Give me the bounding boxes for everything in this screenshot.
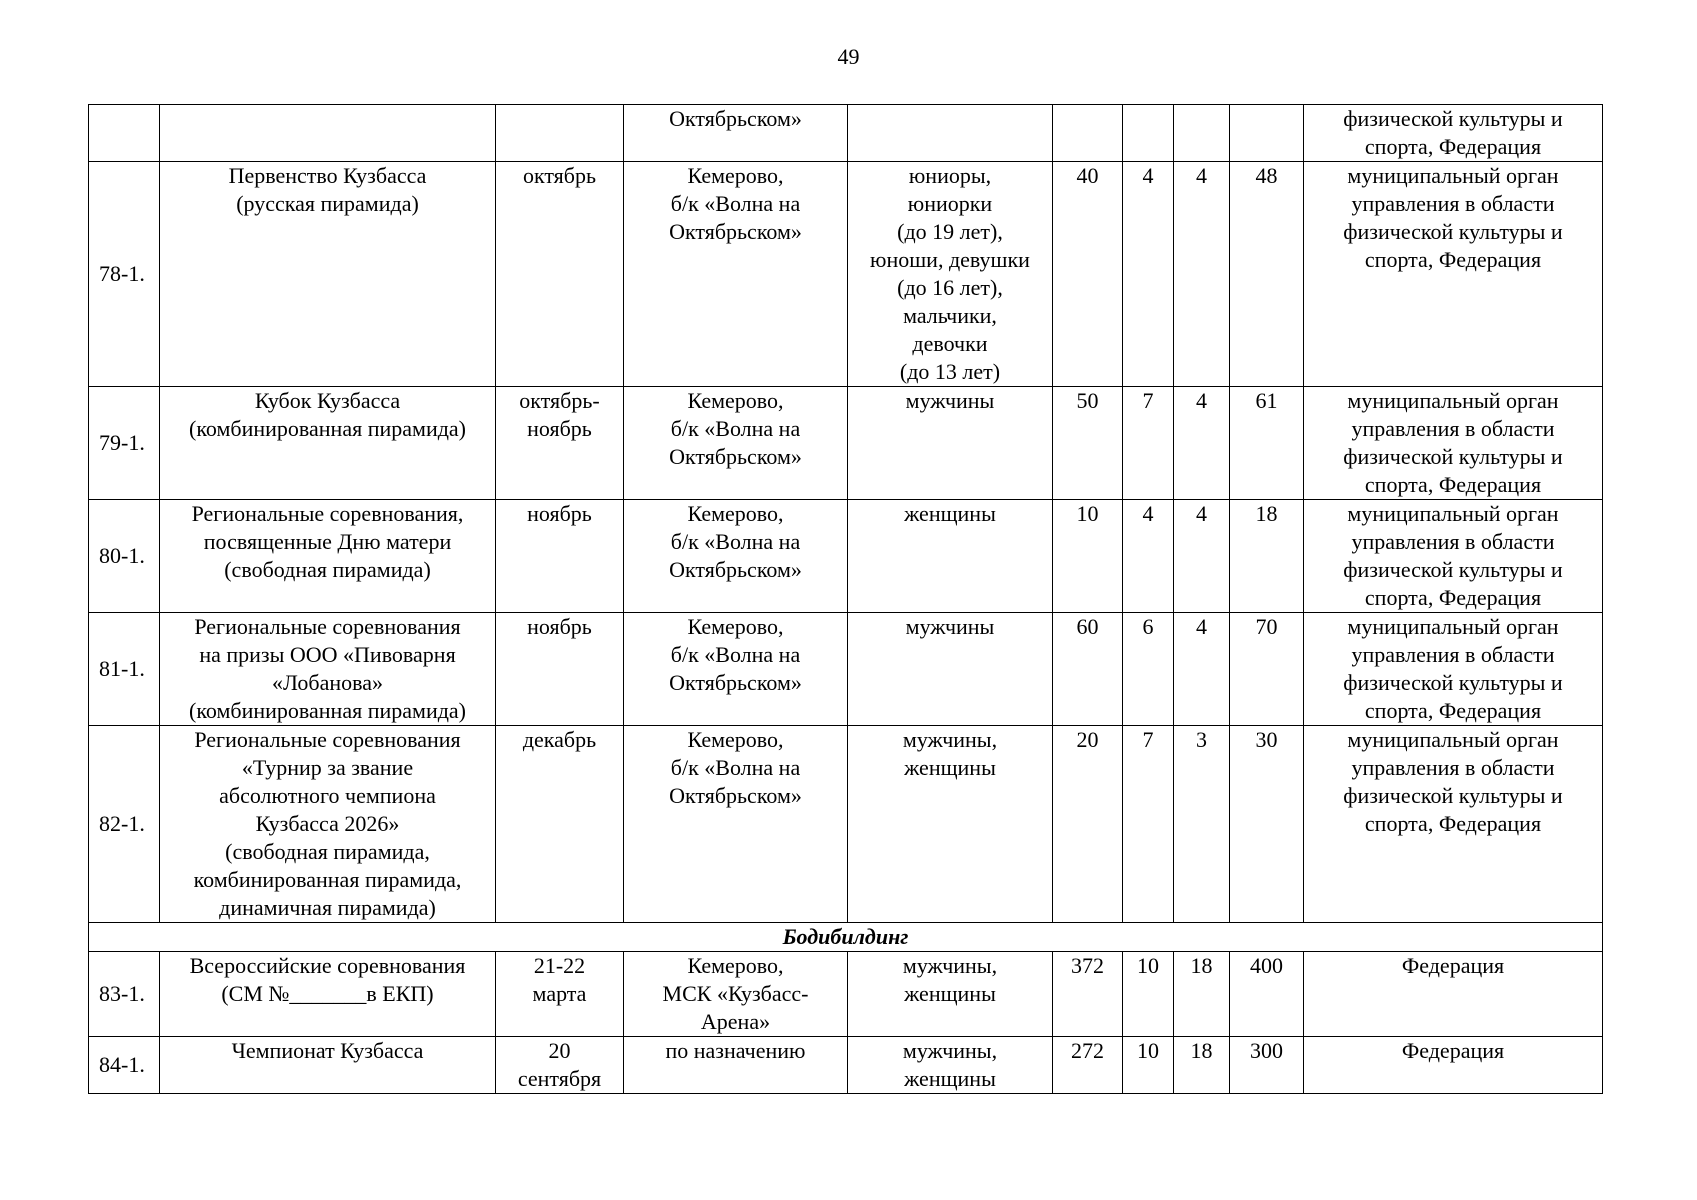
count-coaches-cell	[1123, 387, 1174, 500]
event-name-cell	[160, 105, 496, 162]
event-date-cell	[496, 500, 624, 613]
event-name-cell	[160, 500, 496, 613]
event-place-cell	[624, 952, 848, 1037]
event-number: 82-1.	[99, 811, 145, 836]
count-total: 300	[1250, 1038, 1283, 1063]
event-place: Кемерово, б/к «Волна на Октябрьском»	[669, 727, 802, 808]
count-coaches-cell	[1123, 1037, 1174, 1094]
count-coaches: 4	[1142, 501, 1154, 526]
event-organizer: муниципальный орган управления в области физической культуры и спорта, Федерация	[1343, 388, 1563, 497]
count-athletes-cell	[1053, 613, 1123, 726]
count-athletes-cell	[1053, 162, 1123, 387]
event-participants: мужчины, женщины	[902, 953, 998, 1006]
event-number-cell	[89, 952, 160, 1037]
count-athletes-cell	[1053, 726, 1123, 923]
event-number-cell	[89, 726, 160, 923]
count-coaches: 6	[1142, 614, 1154, 639]
event-place-cell	[624, 500, 848, 613]
table-row	[89, 726, 1603, 923]
count-total: 400	[1250, 953, 1283, 978]
count-total-cell	[1230, 500, 1304, 613]
count-athletes-cell	[1053, 1037, 1123, 1094]
count-total-cell	[1230, 726, 1304, 923]
table-row	[89, 105, 1603, 162]
event-organizer: муниципальный орган управления в области физической культуры и спорта, Федерация	[1343, 614, 1563, 723]
event-number: 78-1.	[99, 261, 145, 286]
event-name: Региональные соревнования на призы ООО «Пивоварня «Лобанова» (комбинированная пирамида)	[189, 614, 466, 723]
count-coaches-cell	[1123, 500, 1174, 613]
event-name-cell	[160, 387, 496, 500]
event-organizer: муниципальный орган управления в области физической культуры и спорта, Федерация	[1343, 727, 1563, 836]
event-organizer-cell	[1304, 613, 1603, 726]
event-date-cell	[496, 105, 624, 162]
event-organizer-cell	[1304, 1037, 1603, 1094]
event-date: 20 сентября	[517, 1038, 602, 1091]
event-participants-cell	[848, 726, 1053, 923]
event-date: октябрь	[522, 163, 597, 188]
event-place-cell	[624, 387, 848, 500]
event-participants: мужчины, женщины	[902, 727, 998, 780]
event-place: Кемерово, б/к «Волна на Октябрьском»	[669, 614, 802, 695]
count-judges: 18	[1190, 1038, 1213, 1063]
event-participants-cell	[848, 500, 1053, 613]
event-date: 21-22 марта	[532, 953, 587, 1006]
count-total-cell	[1230, 387, 1304, 500]
count-athletes-cell	[1053, 387, 1123, 500]
events-table-body	[89, 105, 1603, 1094]
event-participants: мужчины	[905, 388, 995, 413]
event-place-cell	[624, 162, 848, 387]
count-judges-cell	[1174, 387, 1230, 500]
event-organizer: физической культуры и спорта, Федерация	[1343, 106, 1563, 159]
count-judges: 18	[1190, 953, 1213, 978]
count-judges: 4	[1196, 501, 1207, 526]
count-judges-cell	[1174, 1037, 1230, 1094]
event-date: ноябрь	[527, 614, 592, 639]
count-total: 61	[1255, 388, 1278, 413]
event-organizer-cell	[1304, 387, 1603, 500]
event-participants: юниоры, юниорки (до 19 лет), юноши, девушки (до 16 лет), мальчики, девочки (до 13 лет)	[870, 163, 1030, 384]
event-place-cell	[624, 1037, 848, 1094]
event-number-cell	[89, 162, 160, 387]
count-coaches: 10	[1137, 953, 1159, 978]
count-total: 30	[1255, 727, 1278, 752]
event-participants-cell	[848, 613, 1053, 726]
count-judges: 3	[1196, 727, 1207, 752]
event-organizer-cell	[1304, 500, 1603, 613]
count-coaches-cell	[1123, 726, 1174, 923]
event-place-cell	[624, 613, 848, 726]
count-judges-cell	[1174, 500, 1230, 613]
event-number: 81-1.	[99, 656, 145, 681]
event-name-cell	[160, 726, 496, 923]
event-participants: мужчины	[905, 614, 995, 639]
event-organizer-cell	[1304, 726, 1603, 923]
event-number: 79-1.	[99, 430, 145, 455]
count-total-cell	[1230, 613, 1304, 726]
count-athletes: 20	[1076, 727, 1099, 752]
event-number: 84-1.	[99, 1052, 145, 1077]
event-participants-cell	[848, 105, 1053, 162]
event-name-cell	[160, 952, 496, 1037]
table-row	[89, 162, 1603, 387]
event-place-cell	[624, 726, 848, 923]
table-row	[89, 952, 1603, 1037]
count-total-cell	[1230, 1037, 1304, 1094]
count-athletes: 10	[1076, 501, 1099, 526]
section-row	[89, 923, 1603, 952]
event-number-cell	[89, 500, 160, 613]
event-organizer-cell	[1304, 162, 1603, 387]
count-judges-cell	[1174, 613, 1230, 726]
count-total: 48	[1255, 163, 1278, 188]
event-name: Региональные соревнования, посвященные Дню матери (свободная пирамида)	[191, 501, 464, 582]
table-row	[89, 500, 1603, 613]
event-organizer: Федерация	[1401, 1038, 1505, 1063]
count-athletes: 50	[1076, 388, 1099, 413]
count-judges-cell	[1174, 162, 1230, 387]
count-judges: 4	[1196, 614, 1207, 639]
count-athletes: 372	[1071, 953, 1104, 978]
count-athletes-cell	[1053, 500, 1123, 613]
count-coaches: 7	[1142, 388, 1154, 413]
count-total-cell	[1230, 952, 1304, 1037]
count-athletes-cell	[1053, 105, 1123, 162]
event-name: Кубок Кузбасса (комбинированная пирамида)	[189, 388, 466, 441]
count-total-cell	[1230, 105, 1304, 162]
event-participants: женщины	[904, 501, 996, 526]
event-number-cell	[89, 1037, 160, 1094]
event-name-cell	[160, 613, 496, 726]
event-date-cell	[496, 162, 624, 387]
table-row	[89, 387, 1603, 500]
event-participants-cell	[848, 952, 1053, 1037]
event-participants: мужчины, женщины	[902, 1038, 998, 1091]
count-coaches-cell	[1123, 105, 1174, 162]
event-place: Кемерово, б/к «Волна на Октябрьском»	[669, 501, 802, 582]
count-athletes: 272	[1071, 1038, 1104, 1063]
event-participants-cell	[848, 162, 1053, 387]
event-number: 83-1.	[99, 981, 145, 1006]
event-date-cell	[496, 613, 624, 726]
event-number-cell	[89, 387, 160, 500]
count-judges-cell	[1174, 105, 1230, 162]
event-date-cell	[496, 1037, 624, 1094]
table-row	[89, 613, 1603, 726]
count-coaches-cell	[1123, 613, 1174, 726]
event-organizer-cell	[1304, 105, 1603, 162]
count-total: 70	[1255, 614, 1278, 639]
count-athletes-cell	[1053, 952, 1123, 1037]
count-coaches: 7	[1142, 727, 1154, 752]
count-athletes: 60	[1076, 614, 1099, 639]
event-organizer: Федерация	[1401, 953, 1505, 978]
table-row	[89, 1037, 1603, 1094]
event-number-cell	[89, 105, 160, 162]
section-title: Бодибилдинг	[89, 923, 1603, 952]
event-name: Региональные соревнования «Турнир за звание абсолютного чемпиона Кузбасса 2026» (свободная пирамида, комбинированная пирамида, динамичная пирамида)	[193, 727, 462, 920]
event-name: Всероссийские соревнования (СМ №_______в ЕКП)	[189, 953, 466, 1006]
event-place: по назначению	[665, 1038, 806, 1063]
page-number: 49	[837, 44, 860, 69]
event-place: Октябрьском»	[669, 106, 802, 131]
event-name-cell	[160, 162, 496, 387]
event-number: 80-1.	[99, 543, 145, 568]
count-total-cell	[1230, 162, 1304, 387]
event-organizer: муниципальный орган управления в области физической культуры и спорта, Федерация	[1343, 501, 1563, 610]
count-coaches-cell	[1123, 952, 1174, 1037]
count-judges-cell	[1174, 952, 1230, 1037]
event-name: Первенство Кузбасса (русская пирамида)	[228, 163, 427, 216]
event-organizer: муниципальный орган управления в области физической культуры и спорта, Федерация	[1343, 163, 1563, 272]
count-judges: 4	[1196, 388, 1207, 413]
event-participants-cell	[848, 1037, 1053, 1094]
event-place: Кемерово, б/к «Волна на Октябрьском»	[669, 163, 802, 244]
count-coaches-cell	[1123, 162, 1174, 387]
events-table	[88, 104, 1603, 1094]
event-participants-cell	[848, 387, 1053, 500]
event-name: Чемпионат Кузбасса	[231, 1038, 424, 1063]
event-date: октябрь- ноябрь	[519, 388, 600, 441]
event-place: Кемерово, МСК «Кузбасс- Арена»	[662, 953, 809, 1034]
event-date-cell	[496, 387, 624, 500]
event-place-cell	[624, 105, 848, 162]
count-coaches: 4	[1142, 163, 1154, 188]
event-date: декабрь	[522, 727, 597, 752]
count-judges-cell	[1174, 726, 1230, 923]
event-date-cell	[496, 726, 624, 923]
count-coaches: 10	[1137, 1038, 1159, 1063]
event-place: Кемерово, б/к «Волна на Октябрьском»	[669, 388, 802, 469]
event-organizer-cell	[1304, 952, 1603, 1037]
count-judges: 4	[1196, 163, 1207, 188]
event-name-cell	[160, 1037, 496, 1094]
event-date-cell	[496, 952, 624, 1037]
count-athletes: 40	[1076, 163, 1099, 188]
event-date: ноябрь	[527, 501, 592, 526]
count-total: 18	[1255, 501, 1278, 526]
event-number-cell	[89, 613, 160, 726]
